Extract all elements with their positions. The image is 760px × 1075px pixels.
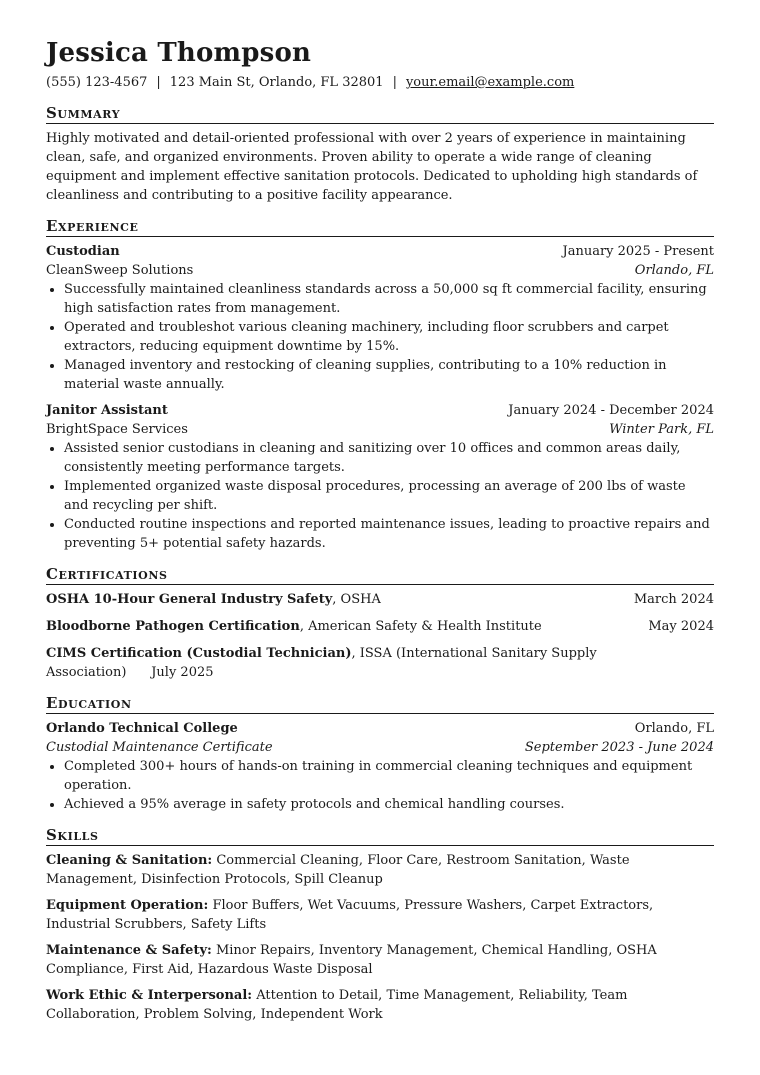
experience-section	[46, 217, 714, 553]
skill-group	[46, 986, 714, 1024]
job-bullets	[46, 280, 714, 394]
certification-item	[46, 590, 714, 609]
email-link[interactable]: your.email@example.com	[405, 75, 575, 90]
section-title-skills: Skills	[46, 826, 714, 846]
list-item: • Operated and troubleshot various cleaning machinery, including floor scrubbers and carpet extractors, reducing equipment downtime by 15%.	[64, 318, 714, 356]
skill-value: Floor Buffers, Wet Vacuums, Pressure Washers, Carpet Extractors, Industrial Scrubbers, Safety Lifts	[46, 898, 654, 932]
certification-item	[46, 617, 714, 636]
school-name: Orlando Technical College	[46, 721, 238, 736]
summary-section	[46, 104, 714, 205]
cert-date: March 2024	[633, 592, 714, 607]
skill-label: Cleaning & Sanitation:	[46, 853, 213, 868]
job-company: CleanSweep Solutions	[46, 263, 194, 278]
section-title-education: Education	[46, 694, 714, 714]
job-dates: January 2025 - Present	[562, 244, 714, 259]
skills-section	[46, 826, 714, 1024]
cert-date: May 2024	[648, 619, 714, 634]
cert-date: July 2025	[151, 665, 214, 680]
job-role: Janitor Assistant	[46, 403, 168, 418]
section-title-summary: Summary	[46, 104, 714, 124]
skill-label: Equipment Operation:	[46, 898, 209, 913]
skill-value: Attention to Detail, Time Management, Reliability, Team Collaboration, Problem Solving, Independent Work	[46, 988, 628, 1022]
list-item: • Managed inventory and restocking of cleaning supplies, contributing to a 10% reduction in material waste annually.	[64, 356, 714, 394]
list-item: • Successfully maintained cleanliness standards across a 50,000 sq ft commercial facility, ensuring high satisfaction rates from management.	[64, 280, 714, 318]
education-dates: September 2023 - June 2024	[524, 740, 714, 755]
list-item: • Conducted routine inspections and reported maintenance issues, leading to proactive repairs and preventing 5+ potential safety hazards.	[64, 515, 714, 553]
skill-value: Minor Repairs, Inventory Management, Chemical Handling, OSHA Compliance, First Aid, Hazardous Waste Disposal	[46, 943, 657, 977]
job-location: Winter Park, FL	[609, 422, 714, 437]
cert-name: OSHA 10-Hour General Industry Safety	[46, 592, 333, 607]
school-location: Orlando, FL	[634, 721, 714, 736]
cert-issuer: , American Safety & Health Institute	[299, 619, 542, 634]
certification-item	[46, 644, 714, 682]
job-dates: January 2024 - December 2024	[508, 403, 714, 418]
skill-label: Maintenance & Safety:	[46, 943, 212, 958]
job-entry	[46, 401, 714, 553]
skill-group	[46, 941, 714, 979]
list-item: • Completed 300+ hours of hands-on training in commercial cleaning techniques and equipment operation.	[64, 757, 714, 795]
job-entry	[46, 242, 714, 394]
skill-label: Work Ethic & Interpersonal:	[46, 988, 253, 1003]
summary-text: Highly motivated and detail-oriented professional with over 2 years of experience in maintaining clean, safe, and organized environments. Proven ability to operate a wide range of cleaning equipment and implement effective sanitation protocols. Dedicated to upholding high standards of cleanliness and contributing to a positive facility appearance.	[46, 131, 698, 203]
phone: (555) 123-4567	[46, 75, 148, 90]
contact-line	[46, 74, 714, 92]
separator: |	[392, 75, 397, 90]
program-name: Custodial Maintenance Certificate	[46, 740, 273, 755]
candidate-name: Jessica Thompson	[46, 38, 312, 68]
list-item: • Assisted senior custodians in cleaning and sanitizing over 10 offices and common areas daily, consistently meeting performance targets.	[64, 439, 714, 477]
job-location: Orlando, FL	[634, 263, 714, 278]
section-title-experience: Experience	[46, 217, 714, 237]
separator: |	[156, 75, 161, 90]
cert-issuer: , ISSA (International Sanitary Supply Association)	[46, 646, 597, 680]
skill-group	[46, 896, 714, 934]
education-section	[46, 694, 714, 814]
job-role: Custodian	[46, 244, 120, 259]
certifications-section	[46, 565, 714, 682]
education-bullets	[46, 757, 714, 814]
skill-group	[46, 851, 714, 889]
section-title-certifications: Certifications	[46, 565, 714, 585]
list-item: • Achieved a 95% average in safety protocols and chemical handling courses.	[64, 795, 714, 814]
job-bullets	[46, 439, 714, 553]
skill-value: Commercial Cleaning, Floor Care, Restroom Sanitation, Waste Management, Disinfection Protocols, Spill Cleanup	[46, 853, 630, 887]
job-company: BrightSpace Services	[46, 422, 188, 437]
cert-name: CIMS Certification (Custodial Technician)	[46, 646, 352, 661]
cert-issuer: , OSHA	[332, 592, 381, 607]
cert-name: Bloodborne Pathogen Certification	[46, 619, 300, 634]
address: 123 Main St, Orlando, FL 32801	[169, 75, 384, 90]
list-item: • Implemented organized waste disposal procedures, processing an average of 200 lbs of waste and recycling per shift.	[64, 477, 714, 515]
